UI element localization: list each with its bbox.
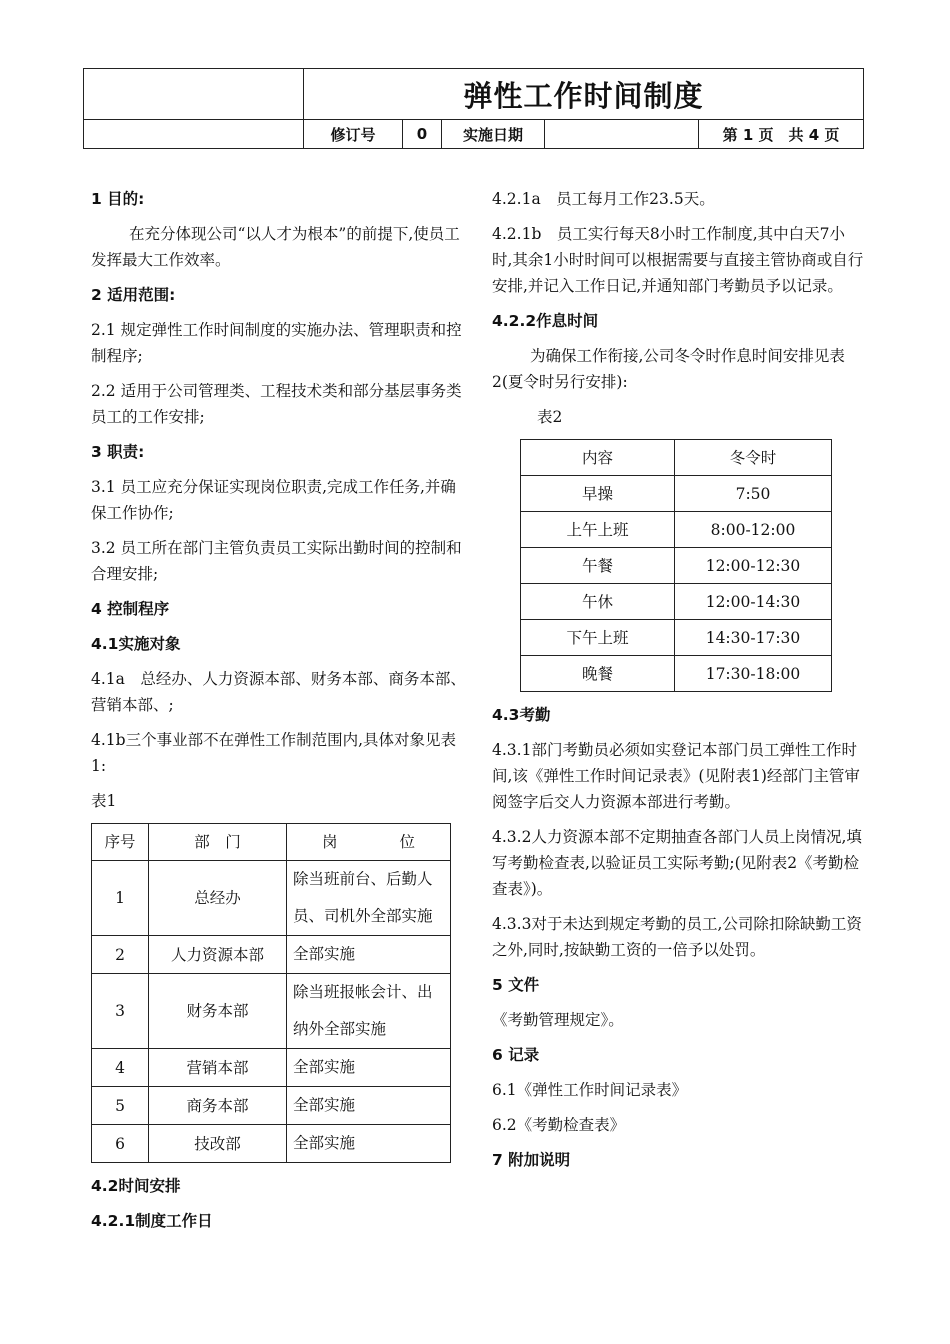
table-cell: 5	[92, 1087, 149, 1125]
section-7-title: 7 附加说明	[492, 1151, 571, 1169]
logo-cell	[84, 69, 304, 120]
date-label: 实施日期	[442, 120, 545, 149]
section-4-2-1a: 4.2.1a 员工每月工作23.5天。	[492, 190, 715, 208]
section-4-3-3: 4.3.3对于未达到规定考勤的员工,公司除扣除缺勤工资之外,同时,按缺勤工资的一倍予以处罚。	[492, 915, 862, 959]
table-row	[92, 1087, 451, 1125]
table-cell: 6	[92, 1125, 149, 1163]
right-column	[492, 186, 864, 1182]
table-row	[92, 1049, 451, 1087]
table-row	[92, 974, 451, 1049]
table-cell: 14:30-17:30	[675, 620, 832, 656]
table-row	[521, 584, 832, 620]
table-cell: 17:30-18:00	[675, 656, 832, 692]
section-6-title: 6 记录	[492, 1046, 540, 1064]
section-4-3-2: 4.3.2人力资源本部不定期抽查各部门人员上岗情况,填写考勤检查表,以验证员工实际考勤;(见附表2《考勤检查表》)。	[492, 828, 862, 898]
section-4-3-title: 4.3考勤	[492, 706, 551, 724]
revision-label: 修订号	[304, 120, 403, 149]
section-3-1: 3.1 员工应充分保证实现岗位职责,完成工作任务,并确保工作协作;	[91, 478, 456, 522]
date-value	[545, 120, 699, 149]
section-4-1b: 4.1b三个事业部不在弹性工作制范围内,具体对象见表1:	[91, 731, 457, 775]
table-cell: 1	[92, 861, 149, 936]
section-1-title: 1 目的:	[91, 190, 145, 208]
table-cell: 总经办	[149, 861, 287, 936]
table-1-caption: 表1	[91, 792, 117, 810]
table-cell: 晚餐	[521, 656, 675, 692]
table-cell: 8:00-12:00	[675, 512, 832, 548]
section-4-title: 4 控制程序	[91, 600, 170, 618]
table-row	[521, 512, 832, 548]
table-2	[520, 439, 832, 692]
document-header	[83, 68, 864, 149]
table-row	[92, 1125, 451, 1163]
section-2-1: 2.1 规定弹性工作时间制度的实施办法、管理职责和控制程序;	[91, 321, 462, 365]
section-5-title: 5 文件	[492, 976, 540, 994]
section-4-2-title: 4.2时间安排	[91, 1177, 181, 1195]
table-cell: 4	[92, 1049, 149, 1087]
table-1-header: 序号	[92, 824, 149, 861]
table-cell: 上午上班	[521, 512, 675, 548]
left-column	[91, 186, 469, 1243]
table-cell: 12:00-12:30	[675, 548, 832, 584]
table-cell: 早操	[521, 476, 675, 512]
revision-value: 0	[403, 120, 442, 149]
section-5-text: 《考勤管理规定》。	[492, 1011, 624, 1029]
section-1-text: 在充分体现公司“以人才为根本”的前提下,使员工发挥最大工作效率。	[91, 225, 460, 269]
section-4-2-1b: 4.2.1b 员工实行每天8小时工作制度,其中白天7小时,其余1小时时间可以根据需要与直接主管协商或自行安排,并记入工作日记,并通知部门考勤员予以记录。	[492, 225, 864, 295]
table-row	[521, 476, 832, 512]
table-cell: 营销本部	[149, 1049, 287, 1087]
table-2-header: 冬令时	[675, 440, 832, 476]
header-blank-cell	[84, 120, 304, 149]
table-cell: 午休	[521, 584, 675, 620]
table-cell: 7:50	[675, 476, 832, 512]
section-3-title: 3 职责:	[91, 443, 145, 461]
table-1-header: 部 门	[149, 824, 287, 861]
section-4-1a: 4.1a 总经办、人力资源本部、财务本部、商务本部、营销本部、;	[91, 670, 466, 714]
table-cell: 全部实施	[287, 1125, 451, 1163]
table-cell: 下午上班	[521, 620, 675, 656]
table-cell: 全部实施	[287, 1049, 451, 1087]
section-2-2: 2.2 适用于公司管理类、工程技术类和部分基层事务类员工的工作安排;	[91, 382, 462, 426]
table-cell: 2	[92, 936, 149, 974]
section-6-2: 6.2《考勤检查表》	[492, 1116, 626, 1134]
section-4-1-title: 4.1实施对象	[91, 635, 181, 653]
section-6-1: 6.1《弹性工作时间记录表》	[492, 1081, 688, 1099]
table-1-header: 岗 位	[287, 824, 451, 861]
table-row	[521, 548, 832, 584]
table-cell: 12:00-14:30	[675, 584, 832, 620]
section-4-2-2-text: 为确保工作衔接,公司冬令时作息时间安排见表2(夏令时另行安排):	[492, 347, 845, 391]
section-4-2-2-title: 4.2.2作息时间	[492, 312, 599, 330]
table-1	[91, 823, 451, 1163]
table-cell: 商务本部	[149, 1087, 287, 1125]
table-row	[92, 861, 451, 936]
section-4-2-1-title: 4.2.1制度工作日	[91, 1212, 213, 1230]
table-cell: 技改部	[149, 1125, 287, 1163]
table-cell: 全部实施	[287, 1087, 451, 1125]
table-cell: 全部实施	[287, 936, 451, 974]
page-info: 第 1 页 共 4 页	[699, 120, 864, 149]
table-cell: 午餐	[521, 548, 675, 584]
table-2-header: 内容	[521, 440, 675, 476]
table-row	[521, 656, 832, 692]
table-cell: 3	[92, 974, 149, 1049]
document-title: 弹性工作时间制度	[304, 69, 864, 120]
section-3-2: 3.2 员工所在部门主管负责员工实际出勤时间的控制和合理安排;	[91, 539, 462, 583]
table-cell: 除当班前台、后勤人员、司机外全部实施	[287, 861, 451, 936]
table-row	[521, 620, 832, 656]
section-4-3-1: 4.3.1部门考勤员必须如实登记本部门员工弹性工作时间,该《弹性工作时间记录表》(见附表1)经部门主管审阅签字后交人力资源本部进行考勤。	[492, 741, 860, 811]
table-cell: 除当班报帐会计、出纳外全部实施	[287, 974, 451, 1049]
table-cell: 人力资源本部	[149, 936, 287, 974]
section-2-title: 2 适用范围:	[91, 286, 176, 304]
table-cell: 财务本部	[149, 974, 287, 1049]
table-2-caption: 表2	[537, 408, 563, 426]
table-row	[92, 936, 451, 974]
